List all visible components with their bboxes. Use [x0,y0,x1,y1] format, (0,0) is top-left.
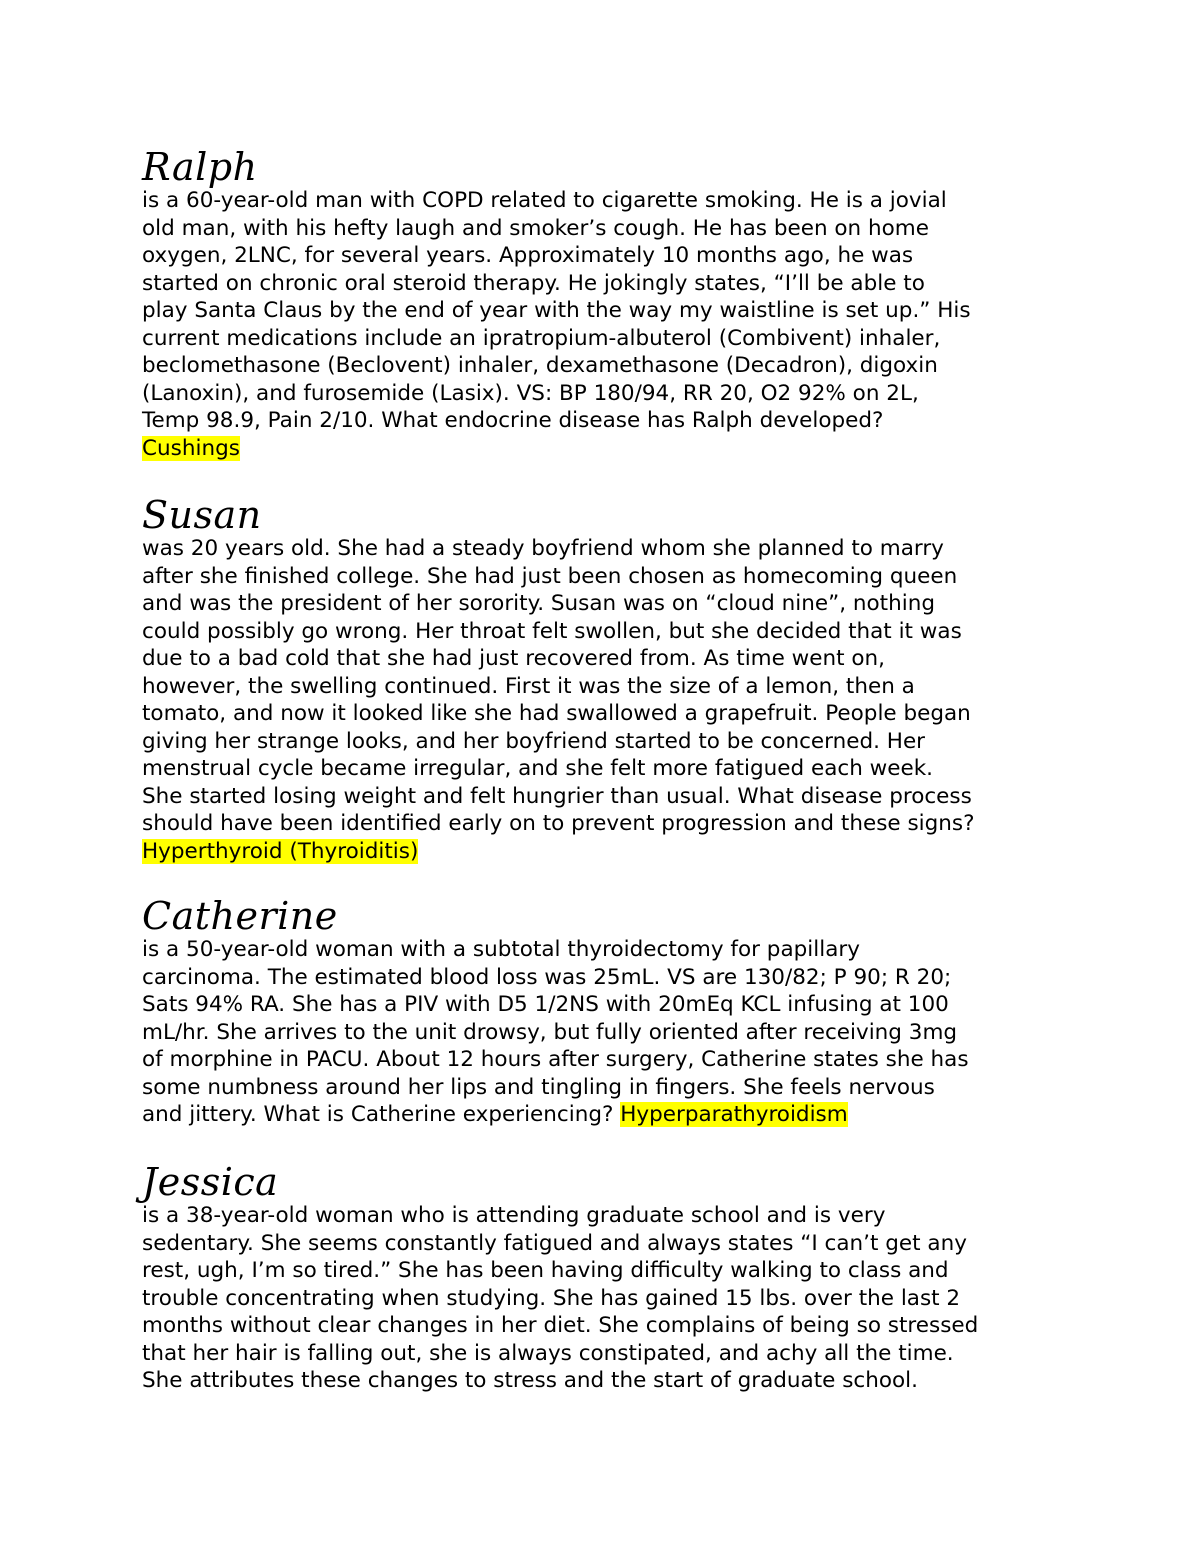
case-text [142,936,1062,1129]
text-line: She attributes these changes to stress and the start of graduate school. [142,1368,918,1393]
case-jessica [142,1162,1062,1395]
text-line: that her hair is falling out, she is always constipated, and achy all the time. [142,1340,954,1366]
text-line: mL/hr. She arrives to the unit drowsy, but fully oriented after receiving 3mg [142,1019,958,1045]
text-line: and was the president of her sorority. Susan was on “cloud nine”, nothing [142,591,935,616]
question-text: and jittery. What is Catherine experiencing? [142,1102,621,1127]
text-line: trouble concentrating when studying. She has gained 15 lbs. over the last 2 [142,1285,961,1311]
text-line: was 20 years old. She had a steady boyfriend whom she planned to marry [142,536,944,561]
text-line: of morphine in PACU. About 12 hours after surgery, Catherine states she has [142,1047,969,1072]
highlighted-answer: Hyperparathyroidism [620,1102,848,1127]
text-line: is a 50-year-old woman with a subtotal thyroidectomy for papillary [142,937,860,962]
text-line: (Lanoxin), and furosemide (Lasix). VS: BP 180/94, RR 20, O2 92% on 2L, [142,380,919,406]
text-line: Sats 94% RA. She has a PIV with D5 1/2NS with 20mEq KCL infusing at 100 [142,992,949,1017]
text-line: after she finished college. She had just been chosen as homecoming queen [142,563,958,589]
answer-line [142,1101,1062,1129]
text-line: should have been identified early on to prevent progression and these signs? [142,811,975,836]
text-line: is a 38-year-old woman who is attending graduate school and is very [142,1203,886,1228]
text-line: oxygen, 2LNC, for several years. Approximately 10 months ago, he was [142,243,914,268]
text-line: is a 60-year-old man with COPD related to cigarette smoking. He is a jovial [142,188,947,213]
case-catherine [142,896,1062,1129]
text-line: tomato, and now it looked like she had swallowed a grapefruit. People began [142,701,971,726]
case-title: Ralph [142,145,258,189]
highlighted-answer: Cushings [142,435,240,461]
text-line: menstrual cycle became irregular, and she felt more fatigued each week. [142,756,933,781]
text-line: Temp 98.9, Pain 2/10. What endocrine disease has Ralph developed? [142,408,884,433]
text-line: started on chronic oral steroid therapy. He jokingly states, “I’ll be able to [142,270,925,296]
text-line: current medications include an ipratropium-albuterol (Combivent) inhaler, [142,325,941,351]
text-line: however, the swelling continued. First it was the size of a lemon, then a [142,673,915,699]
case-susan [142,495,1062,865]
case-title: Susan [142,493,262,537]
case-text [142,187,1062,462]
text-line: rest, ugh, I’m so tired.” She has been having difficulty walking to class and [142,1258,949,1283]
text-line: could possibly go wrong. Her throat felt swollen, but she decided that it was [142,618,962,644]
highlighted-answer: Hyperthyroid (Thyroiditis) [142,838,419,864]
text-line: some numbness around her lips and tingling in fingers. She feels nervous [142,1074,935,1100]
case-ralph [142,147,1062,462]
case-title: Catherine [142,894,338,938]
text-line: sedentary. She seems constantly fatigued and always states “I can’t get any [142,1230,967,1256]
text-line: giving her strange looks, and her boyfriend started to be concerned. Her [142,728,926,754]
text-line: months without clear changes in her diet. She complains of being so stressed [142,1313,979,1338]
text-line: play Santa Claus by the end of year with the way my waistline is set up.” His [142,298,971,323]
case-title: Jessica [142,1160,279,1204]
text-line: due to a bad cold that she had just recovered from. As time went on, [142,646,885,671]
text-line: She started losing weight and felt hungrier than usual. What disease process [142,783,972,809]
answer-line [142,435,1062,463]
text-line: beclomethasone (Beclovent) inhaler, dexamethasone (Decadron), digoxin [142,353,938,378]
text-line: carcinoma. The estimated blood loss was 25mL. VS are 130/82; P 90; R 20; [142,964,952,990]
text-line: old man, with his hefty laugh and smoker’s cough. He has been on home [142,215,929,241]
case-text [142,1202,1062,1395]
answer-line [142,838,1062,866]
case-text [142,535,1062,865]
